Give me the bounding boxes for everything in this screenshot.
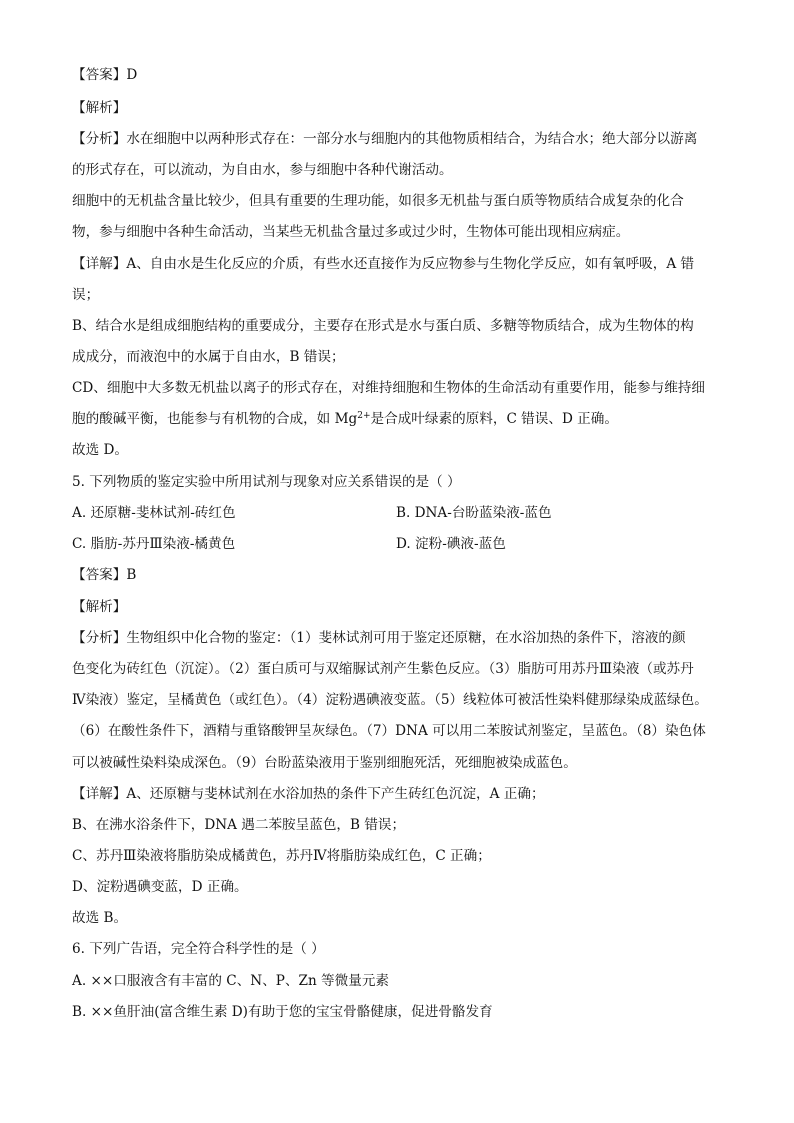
text-line: C、苏丹Ⅲ染液将脂肪染成橘黄色，苏丹Ⅳ将脂肪染成红色，C 正确； bbox=[72, 848, 491, 864]
text-line-mg bbox=[72, 410, 618, 428]
option-b: B. DNA-台盼蓝染液-蓝色 bbox=[396, 505, 552, 521]
text-line: 生物组织中化合物的鉴定：（1）斐林试剂可用于鉴定还原糖，在水浴加热的条件下，溶液的颜 bbox=[126, 630, 686, 646]
superscript: 2+ bbox=[357, 411, 371, 421]
fenxi-line bbox=[72, 629, 686, 647]
text-line: CD、细胞中大多数无机盐以离子的形式存在，对维持细胞和生物体的生命活动有重要作用，能参与维持细 bbox=[72, 380, 706, 396]
text-line: 物，参与细胞中各种生命活动，当某些无机盐含量过多或过少时，生物体可能出现相应病症。 bbox=[72, 224, 630, 240]
text-line: A、还原糖与斐林试剂在水浴加热的条件下产生砖红色沉淀，A 正确； bbox=[126, 786, 545, 802]
analysis-tag: 【 解析 】 bbox=[72, 599, 126, 615]
text-line: 细胞中的无机盐含量比较少，但具有重要的生理功能，如很多无机盐与蛋白质等物质结合成复杂的化合 bbox=[72, 193, 684, 209]
detail-line bbox=[72, 785, 545, 803]
text-line: B、结合水是组成细胞结构的重要成分，主要存在形式是水与蛋白质、多糖等物质结合，成为生物体的构 bbox=[72, 318, 694, 334]
question-stem: 6. 下列广告语，完全符合科学性的是（ ） bbox=[72, 941, 325, 957]
text-line: 误； bbox=[72, 287, 100, 303]
text-line: B、在沸水浴条件下，DNA 遇二苯胺呈蓝色，B 错误； bbox=[72, 817, 406, 833]
text-line: Ⅳ染液）鉴定，呈橘黄色（或红色）。（4）淀粉遇碘液变蓝。（5）线粒体可被活性染料健那绿染成蓝绿色。 bbox=[72, 692, 708, 708]
analysis-heading bbox=[72, 99, 126, 117]
answer-value: B bbox=[126, 567, 137, 583]
conclusion-line: 故选 B。 bbox=[72, 910, 128, 926]
conclusion-line: 故选 D。 bbox=[72, 442, 129, 458]
detail-line bbox=[72, 255, 694, 273]
text-line: 可以被碱性染料染成深色。（9）台盼蓝染液用于鉴别细胞死活，死细胞被染成蓝色。 bbox=[72, 755, 577, 771]
fenxi-tag: 【 分析 】 bbox=[72, 131, 126, 147]
option-c: C. 脂肪-苏丹Ⅲ染液-橘黄色 bbox=[72, 536, 236, 552]
text-line: A、自由水是生化反应的介质，有些水还直接作为反应物参与生物化学反应，如有氧呼吸，A 错 bbox=[126, 256, 695, 272]
text-line: D、淀粉遇碘变蓝，D 正确。 bbox=[72, 879, 248, 895]
detail-tag: 【 详解 】 bbox=[72, 786, 126, 802]
answer-line bbox=[72, 566, 136, 584]
option-a: A. ××口服液含有丰富的 C、N、P、Zn 等微量元素 bbox=[72, 973, 390, 989]
text-line: （6）在酸性条件下，酒精与重铬酸钾呈灰绿色。（7）DNA 可以用二苯胺试剂鉴定，呈蓝色。（8）染色体 bbox=[72, 723, 706, 739]
text-line: 色变化为砖红色（沉淀）。（2）蛋白质可与双缩脲试剂产生紫色反应。（3）脂肪可用苏丹Ⅲ染液（或苏丹 bbox=[72, 661, 694, 677]
analysis-heading bbox=[72, 598, 126, 616]
text-segment: 是合成叶绿素的原料，C 错误、D 正确。 bbox=[370, 411, 618, 427]
text-line: 的形式存在，可以流动，为自由水，参与细胞中各种代谢活动。 bbox=[72, 162, 453, 178]
fenxi-line bbox=[72, 130, 697, 148]
answer-tag: 【 答案 】 bbox=[72, 67, 126, 83]
answer-tag: 【 答案 】 bbox=[72, 567, 126, 583]
fenxi-tag: 【 分析 】 bbox=[72, 630, 126, 646]
answer-line bbox=[72, 66, 137, 84]
option-a: A. 还原糖-斐林试剂-砖红色 bbox=[72, 505, 236, 521]
question-stem: 5. 下列物质的鉴定实验中所用试剂与现象对应关系错误的是（ ） bbox=[72, 474, 461, 490]
detail-tag: 【 详解 】 bbox=[72, 256, 126, 272]
option-b: B. ××鱼肝油(富含维生素 D)有助于您的宝宝骨骼健康，促进骨骼发育 bbox=[72, 1004, 493, 1020]
option-d: D. 淀粉-碘液-蓝色 bbox=[396, 536, 506, 552]
text-line: 成成分，而液泡中的水属于自由水，B 错误； bbox=[72, 349, 345, 365]
answer-value: D bbox=[126, 67, 138, 83]
text-segment: 胞的酸碱平衡，也能参与有机物的合成，如 Mg bbox=[72, 411, 358, 427]
text-line: 水在细胞中以两种形式存在：一部分水与细胞内的其他物质相结合，为结合水；绝大部分以游离 bbox=[126, 131, 698, 147]
analysis-tag: 【 解析 】 bbox=[72, 100, 126, 116]
